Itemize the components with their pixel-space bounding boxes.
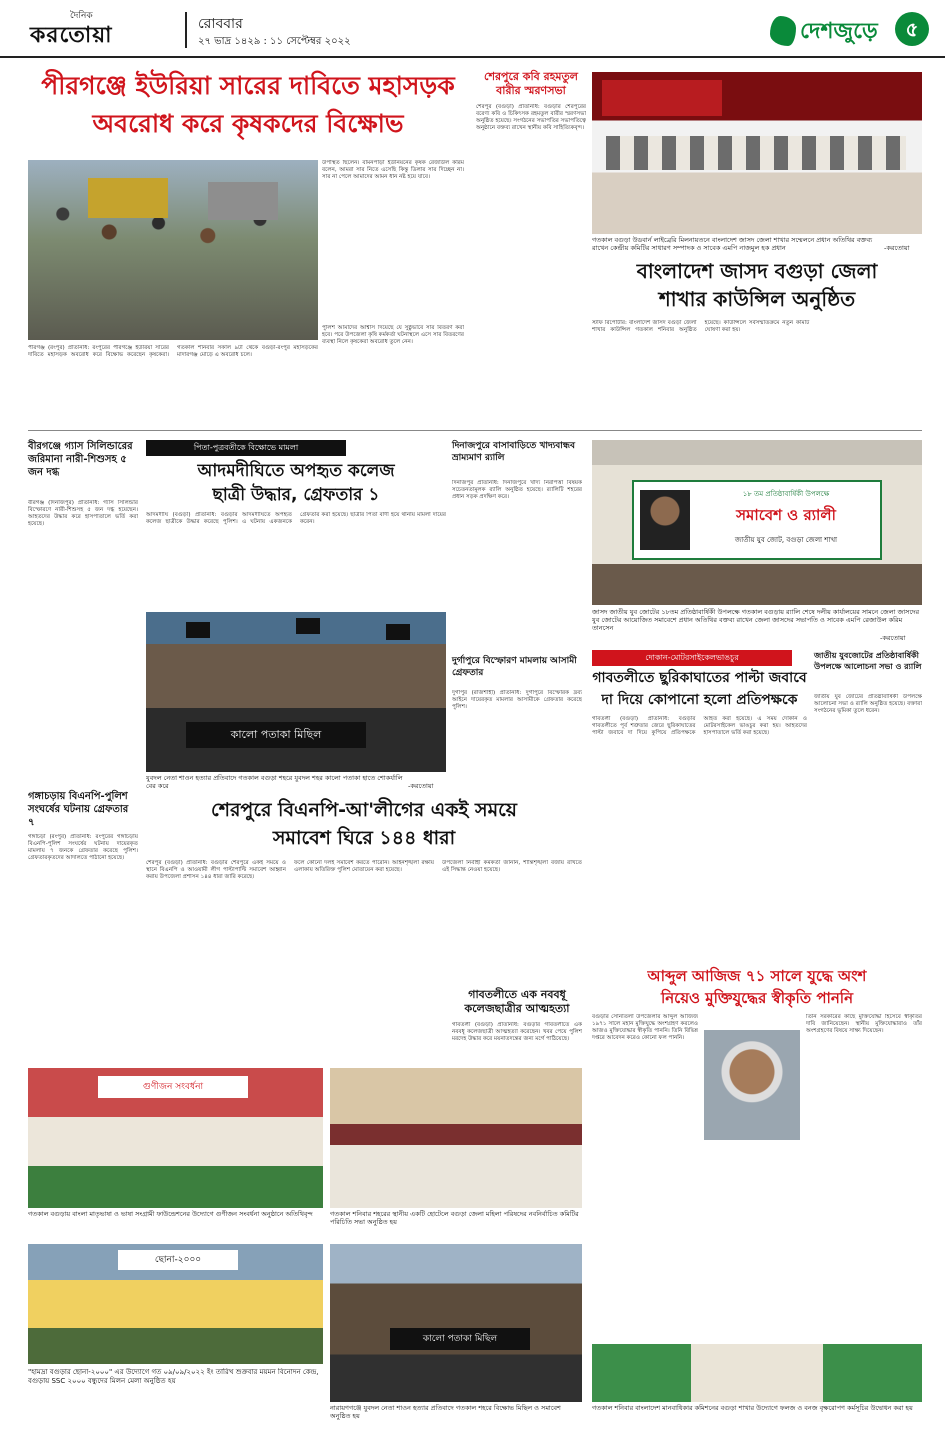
- photo-women: [330, 1068, 582, 1208]
- brand-logo: করতোয়া: [30, 23, 113, 48]
- abdul-body-1: বগুড়ার সোনাতলা উপজেলার আব্দুল আজিজ ১৯৭১ সালে মহান মুক্তিযুদ্ধে অংশগ্রহণ করলেও আজও মুক্তিযোদ্ধার স্বীকৃতি পাননি। তিনি বিভিন্ন দপ্তরে আবেদন করেও কোনো ফল পাননি।: [592, 1014, 698, 1041]
- durgapur-title: দুর্গাপুরে বিস্ফোরণ মামলায় আসামী গ্রেফতার: [452, 656, 577, 678]
- jasod-body: স্টাফ রিপোর্টার: বাংলাদেশ জাসদ বগুড়া জেলা শাখার কাউন্সিল গতকাল শনিবার অনুষ্ঠিত হয়েছে। কাউন্সিলে সর্বসম্মতিক্রমে নতুন কমিটি ঘোষণা করা হয়।: [592, 320, 810, 333]
- left-body-1: বীরগঞ্জ (দিনাজপুর) প্রতিনিধি: গ্যাস সিলিন্ডার বিস্ফোরণে নারী-শিশুসহ ৫ জন দগ্ধ হয়েছেন। আহতদের উদ্ধার করে হাসপাতালে ভর্তি করা হয়েছে।: [28, 500, 138, 527]
- adamdighi-body: আদমদীঘি (বগুড়া) প্রতিনিধি: বগুড়ার আদমদীঘিতে অপহৃত কলেজ ছাত্রীকে উদ্ধার করেছে পুলিশ। এ ঘটনায় একজনকে গ্রেফতার করা হয়েছে। ছাত্রীর পিতা বাদী হয়ে থানায় মামলা দায়ের করেন।: [146, 512, 446, 525]
- abdul-headline-2: নিয়েও মুক্তিযুদ্ধের স্বীকৃতি পাননি: [660, 989, 854, 1007]
- rally-photo: [592, 440, 922, 605]
- photo-march: [330, 1244, 582, 1402]
- poet-title: শেরপুরে কবি রহমতুল বারীর স্মরণসভা: [484, 70, 578, 97]
- leader-portrait: [640, 490, 690, 550]
- speakers-row: [606, 136, 906, 170]
- jasod-photo: [592, 72, 922, 234]
- dinajpur-title: দিনাজপুরে বাসাবাড়িতে খাদ্যবান্ধব ভ্রাম্যমাণ র‍্যালি: [452, 441, 576, 463]
- divider: [28, 430, 922, 431]
- left-body-2: গঙ্গাচড়া (রংপুর) প্রতিনিধি: রংপুরের গঙ্গাচড়ায় বিএনপি-পুলিশ সংঘর্ষের ঘটনায় দায়েরকৃত মামলায় ৭ জনকে গ্রেফতার করেছে পুলিশ। গ্রেফতারকৃতদের আদালতে পাঠানো হয়েছে।: [28, 834, 138, 861]
- page-number: ৫: [895, 12, 929, 46]
- abdul-body-2: তিনি সরকারের কাছে মুক্তিযোদ্ধা হিসেবে স্বীকৃতির দাবি জানিয়েছেন। স্থানীয় মুক্তিযোদ্ধারাও তাঁর অংশগ্রহণের বিষয়ে সাক্ষ্য দিয়েছেন।: [806, 1014, 922, 1034]
- brand-small: দৈনিক: [70, 11, 93, 21]
- section-title: দেশজুড়ে: [800, 19, 878, 44]
- jatiyo-body: জাতীয় যুব জোটের প্রতিষ্ঠাবার্ষিকী উপলক্ষে আলোচনা সভা ও র‍্যালি অনুষ্ঠিত হয়েছে। বক্তারা সংগঠনের ভূমিকা তুলে ধরেন।: [814, 694, 922, 714]
- rally-banner: [632, 480, 882, 560]
- sherpur-body-3: উপজেলা নির্বাহী কর্মকর্তা জানান, শান্তিশৃঙ্খলা বজায় রাখতে এই সিদ্ধান্ত নেওয়া হয়েছে।: [442, 860, 582, 873]
- caption-reunion: "হামদ্রা বগুড়ার ছোনা-২০০০" এর উদ্যোগে গত ০৯/০৯/২০২২ ইং তারিখ শুক্রবার ময়মন বিনোদন কেন্দ্র, বগুড়ায় SSC ২০০০ বন্ধুদের মিলন মেলা অনুষ্ঠিত হয়: [28, 1368, 319, 1385]
- caption-march: নারায়ণগঞ্জে যুবদল নেতা শাওন হত্যার প্রতিবাদে গতকাল শহরে বিক্ষোভ মিছিল ও সমাবেশ অনুষ্ঠিত হয়: [330, 1404, 561, 1420]
- jatiyo-title: জাতীয় যুবজোটের প্রতিষ্ঠাবার্ষিকী উপলক্ষে আলোচনা সভা ও র‍্যালি: [814, 651, 922, 671]
- lead-headline-1: পীরগঞ্জে ইউরিয়া সারের দাবিতে মহাসড়ক: [41, 71, 455, 100]
- sherpur-body-2: ফলে কোনো দলই সমাবেশ করতে পারেনি। আইনশৃঙ্খলা রক্ষায় এলাকায় অতিরিক্ত পুলিশ মোতায়েন করা হয়েছে।: [294, 860, 434, 873]
- sherpur-headline-1: শেরপুরে বিএনপি-আ'লীগের একই সময়ে: [211, 799, 517, 821]
- rally-credit: -করতোয়া: [880, 634, 906, 642]
- protest-caption: যুবদল নেতা শাওন হত্যার প্রতিবাদে গতকাল বগুড়া শহরে যুবদল শহর কালো পতাকা হাতে শোকর্যালি বের করে: [146, 774, 403, 790]
- truck-shape: [208, 182, 278, 220]
- photo-banner-1: গুণীজন সংবর্ধনা: [98, 1076, 248, 1098]
- jasod-headline-1: বাংলাদেশ জাসদ বগুড়া জেলা: [636, 259, 878, 283]
- protest-photo: [146, 612, 446, 772]
- rally-banner-org: জাতীয় যুব জোট, বগুড়া জেলা শাখা: [734, 536, 838, 544]
- stage-banner: [602, 80, 722, 116]
- left-headline-1: বীরগঞ্জে গ্যাস সিলিন্ডারের জরিমানা নারী-শিশুসহ ৫ জন দগ্ধ: [28, 441, 133, 478]
- masthead-divider: [185, 12, 187, 48]
- caption-women: গতকাল শনিবার শহরের স্থানীয় একটি হোটেলে বগুড়া জেলা মহিলা পরিষদের নবনির্বাচিত কমিটির পরিচিতি সভা অনুষ্ঠিত হয়: [330, 1210, 579, 1226]
- gabtali-kicker: দোকান-মোটরসাইকেলভাঙচুর: [592, 650, 792, 666]
- adamdighi-headline-1: আদমদীঘিতে অপহৃত কলেজ: [197, 461, 395, 481]
- caption-award: গতকাল বগুড়ায় বাংলা মাতৃভাষা ও ভাষা সংগ্রামী ফাউন্ডেশনের উদ্যোগে গুণীজন সংবর্ধনা অনুষ্ঠানে অতিথিবৃন্দ: [28, 1210, 313, 1218]
- rally-banner-main: সমাবেশ ও র‍্যালী: [736, 506, 836, 524]
- rally-caption: জাসদ জাতীয় যুব জোটের ১৮তম প্রতিষ্ঠাবার্ষিকী উপলক্ষে গতকাল বগুড়ায় র‍্যালি শেষে দলীয় কার্যালয়ের সামনে জেলা জাসদের যুব জোটের আয়োজিত সমাবেশে প্রধান অতিথির বক্তব্য রাখেন জেলা জাসদের সভাপতি ও সাবেক এমপি রেজাউল করিম তানসেন: [592, 608, 920, 632]
- lead-photo: [28, 160, 318, 340]
- dinajpur-body: দিনাজপুর প্রতিনিধি: দিনাজপুরে খাদ্য নিরাপত্তা বিষয়ক সচেতনতামূলক র‍্যালি অনুষ্ঠিত হয়েছে। র‍্যালিটি শহরের প্রধান সড়ক প্রদক্ষিণ করে।: [452, 480, 582, 500]
- photo-banner-3: কালো পতাকা মিছিল: [390, 1328, 530, 1350]
- left-headline-2: গঙ্গাচড়ায় বিএনপি-পুলিশ সংঘর্ষের ঘটনায় গ্রেফতার ৭: [28, 791, 129, 828]
- gabtali-body: গাবতলী (বগুড়া) প্রতিনিধি: বগুড়ার গাবতলীতে পূর্ব শত্রুতার জেরে ছুরিকাঘাতের পাল্টা জবাবে দা দিয়ে কুপিয়ে প্রতিপক্ষকে আহত করা হয়েছে। এ সময় দোকান ও মোটরসাইকেল ভাঙচুর করা হয়। আহতদের হাসপাতালে ভর্তি করা হয়েছে।: [592, 716, 807, 736]
- rally-banner-top: ১৮ তম প্রতিষ্ঠাবার্ষিকী উপলক্ষে: [742, 490, 830, 498]
- durgapur-body: দুর্গাপুর (রাজশাহী) প্রতিনিধি: দুর্গাপুরে বিস্ফোরক দ্রব্য আইনে দায়েরকৃত মামলার আসামীকে গ্রেফতার করেছে পুলিশ।: [452, 690, 582, 710]
- caption-tree: গতকাল শনিবার বাংলাদেশ মানবাধিকার কমিশনের বগুড়া শাখার উদ্যোগে ফলজ ও বনজ বৃক্ষরোপণ কর্মসূচির উদ্বোধন করা হয়: [592, 1404, 913, 1412]
- sherpur-body-1: শেরপুর (বগুড়া) প্রতিনিধি: বগুড়ার শেরপুরে একই সময়ে ও স্থানে বিএনপি ও আওয়ামী লীগ পাল্টাপাল্টি সমাবেশ আহ্বান করায় উপজেলা প্রশাসন ১৪৪ ধারা জারি করেছে।: [146, 860, 286, 880]
- bangladesh-map-icon: [770, 16, 796, 46]
- day-label: রোববার: [198, 16, 243, 32]
- photo-award: [28, 1068, 323, 1208]
- jasod-credit: -করতোয়া: [884, 244, 910, 252]
- protest-credit: -করতোয়া: [408, 782, 434, 790]
- sherpur-headline-2: সমাবেশ ঘিরে ১৪৪ ধারা: [272, 827, 456, 849]
- photo-banner-2: ছোনা-২০০০: [118, 1250, 238, 1270]
- bride-body-cont: [146, 988, 446, 1060]
- photo-reunion: [28, 1244, 323, 1364]
- truck-shape: [88, 178, 168, 218]
- lead-body-3: পুলিশ আমাদের আশ্বাস দিয়েছে যে সুষ্ঠুভাবে সার বিতরণ করা হবে। পরে উপজেলা কৃষি কর্মকর্তা ঘটনাস্থলে এসে সার বিতরণের ব্যবস্থা নিলে কৃষকেরা অবরোধ তুলে নেন।: [322, 325, 464, 345]
- adamdighi-kicker: পিতা-পুত্রবতীকে বিক্ষোভে মামলা: [146, 440, 346, 456]
- adamdighi-headline-2: ছাত্রী উদ্ধার, গ্রেফতার ১: [212, 485, 380, 505]
- black-flag: [386, 624, 410, 640]
- jasod-headline-2: শাখার কাউন্সিল অনুষ্ঠিত: [658, 287, 856, 311]
- black-flag: [186, 622, 210, 638]
- lead-body-2: উপস্থিত ছিলেন। বামনপাড়া ইউনিয়নের কৃষক রেজাউল করিম বলেন, আমরা সার নিতে এসেছি কিন্তু ডিলার সার দিচ্ছেন না। সার না পেলে আমাদের আমন ধান নষ্ট হয়ে যাবে।: [322, 160, 464, 180]
- bride-body: গাবতলী (বগুড়া) প্রতিনিধি: বগুড়ার গাবতলীতে এক নববধূ কলেজছাত্রী আত্মহত্যা করেছেন। খবর পেয়ে পুলিশ মরদেহ উদ্ধার করে ময়নাতদন্তের জন্য মর্গে পাঠিয়েছে।: [452, 1022, 582, 1042]
- masthead: [0, 0, 945, 58]
- black-flag: [296, 618, 320, 634]
- lead-body-1: পীরগঞ্জ (রংপুর) প্রতিনিধি: রংপুরের পীরগঞ্জে ইউরিয়া সারের দাবিতে মহাসড়ক অবরোধ করে বিক্ষোভ করেছেন কৃষকেরা। গতকাল শনিবার সকাল ৯টা থেকে বগুড়া-রংপুর মহাসড়কের মাদারগঞ্জ মোড়ে এ অবরোধ চলে।: [28, 345, 318, 358]
- gabtali-headline-1: গাবতলীতে ছুরিকাঘাতের পাল্টা জবাবে: [592, 670, 807, 686]
- abdul-portrait: [704, 1030, 800, 1140]
- photo-tree: [592, 1344, 922, 1402]
- poet-body: শেরপুর (বগুড়া) প্রতিনিধি: বগুড়ার শেরপুরের বরেণ্য কবি ও চিকিৎসক রহমতুল বারীর স্মরণসভা অনুষ্ঠিত হয়েছে। সংগঠনের সভাপতির সভাপতিত্বে অনুষ্ঠানে বক্তব্য রাখেন স্থানীয় কবি সাহিত্যিকবৃন্দ।: [476, 104, 586, 131]
- abdul-headline-1: আব্দুল আজিজ ৭১ সালে যুদ্ধে অংশ: [647, 967, 867, 985]
- jasod-caption: গতকাল বগুড়া উডবার্ন লাইব্রেরি মিলনায়তনে বাংলাদেশ জাসদ জেলা শাখার সম্মেলনে প্রধান অতিথির বক্তব্য রাখেন কেন্দ্রীয় কমিটির সাধারণ সম্পাদক ও সাবেক এমপি নাজমুল হক প্রধান: [592, 236, 873, 252]
- protest-banner: কালো পতাকা মিছিল: [186, 722, 366, 748]
- gabtali-headline-2: দা দিয়ে কোপানো হলো প্রতিপক্ষকে: [601, 692, 798, 708]
- bride-title: গাবতলীতে এক নববধূ কলেজছাত্রীর আত্মহত্যা: [464, 988, 570, 1015]
- date-label: ২৭ ভাদ্র ১৪২৯ : ১১ সেপ্টেম্বর ২০২২: [198, 36, 351, 47]
- lead-headline-2: অবরোধ করে কৃষকদের বিক্ষোভ: [92, 109, 404, 138]
